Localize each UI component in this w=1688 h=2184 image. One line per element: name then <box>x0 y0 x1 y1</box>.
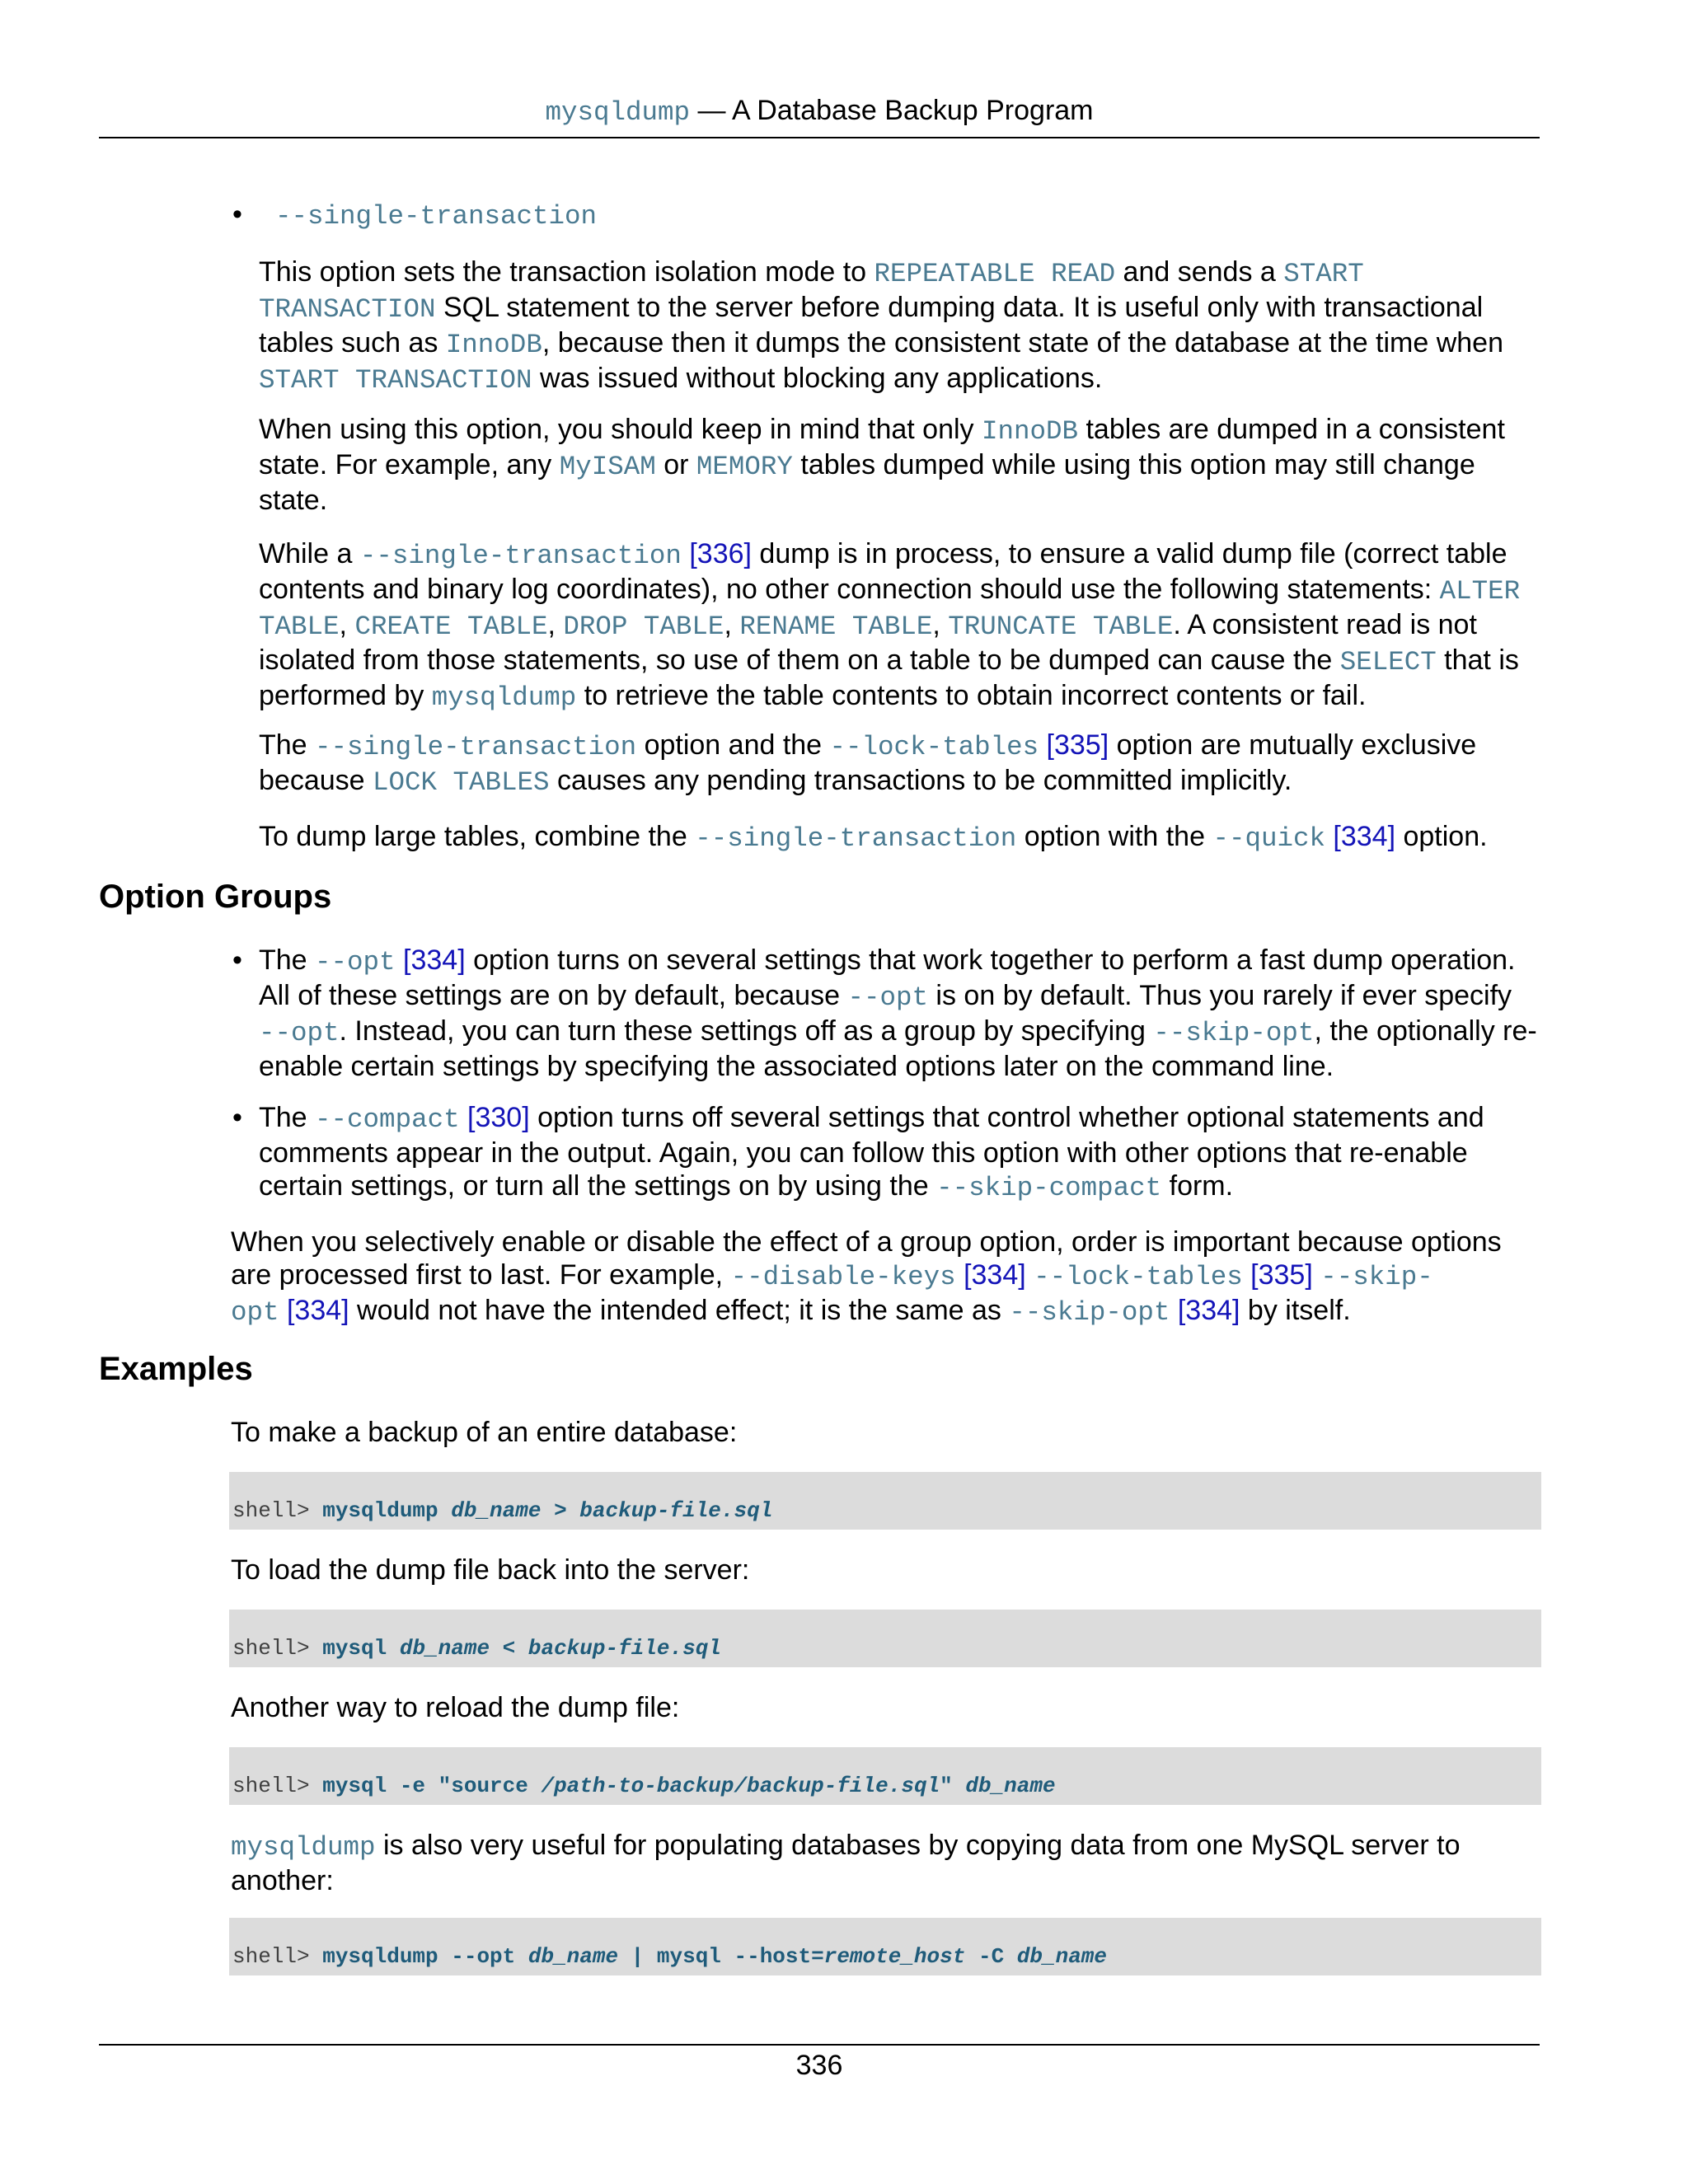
example-intro: To load the dump file back into the server: <box>231 1554 750 1586</box>
xref-link[interactable]: [334] <box>964 1259 1026 1291</box>
xref-link[interactable]: [334] <box>286 1295 349 1326</box>
group-order-paragraph: When you selectively enable or disable the effect of a group option, order is important because options are processed first to last. For example, --disable-keys [334] --lock-tables [335] --skip- opt [334] would not have the intended effect; it is the same as --skip-opt [334] by itself. <box>231 1226 1502 1328</box>
xref-link[interactable]: [334] <box>403 944 466 976</box>
code-line[interactable]: shell> mysqldump --opt db_name | mysql --host=remote_host -C db_name <box>232 1944 1107 1969</box>
option-name: --single-transaction <box>275 201 598 232</box>
xref-link[interactable]: [336] <box>689 538 752 569</box>
header-title: — A Database Backup Program <box>690 95 1094 126</box>
code-line[interactable]: shell> mysql db_name < backup-file.sql <box>232 1636 721 1661</box>
xref-link[interactable]: [334] <box>1333 821 1396 852</box>
option-paragraph-1: This option sets the transaction isolation mode to REPEATABLE READ and sends a START TRANSACTION SQL statement to the server before dumping data. It is useful only with transactional tables such as InnoDB, because then it dumps the consistent state of the database at the time when START TRANSACTION was issued without blocking any applications. <box>259 256 1504 396</box>
footer-rule <box>99 2044 1540 2046</box>
option-paragraph-3: While a --single-transaction [336] dump is in process, to ensure a valid dump file (correct table contents and binary log coordinates), no other connection should use the following statements: ALTER TABLE, CREATE TABLE, DROP TABLE, RENAME TABLE, TRUNCATE TABLE. A consistent read is not isolated from those statements, so use of them on a table to be dumped can cause the SELECT that is performed by mysqldump to retrieve the table contents to obtain incorrect contents or fail. <box>259 538 1521 713</box>
xref-link[interactable]: [330] <box>467 1102 530 1133</box>
xref-link[interactable]: [334] <box>1177 1295 1240 1326</box>
page-number: 336 <box>795 2050 843 2081</box>
xref-link[interactable]: [335] <box>1046 729 1109 761</box>
code-line[interactable]: shell> mysqldump db_name > backup-file.sql <box>232 1498 773 1523</box>
running-header <box>99 92 1540 131</box>
option-paragraph-4: The --single-transaction option and the --lock-tables [335] option are mutually exclusive because LOCK TABLES causes any pending transactions to be committed implicitly. <box>259 729 1477 798</box>
list-item-compact: The --compact [330] option turns off several settings that control whether optional statements and comments appear in the output. Again, you can follow this option with other options that re-enable certain settings, or turn all the settings on by using the --skip-compact form. <box>259 1102 1484 1203</box>
section-heading-option-groups: Option Groups <box>99 879 332 915</box>
xref-link[interactable]: [335] <box>1250 1259 1313 1291</box>
option-paragraph-5: To dump large tables, combine the --single-transaction option with the --quick [334] option. <box>259 821 1488 854</box>
list-item-opt: The --opt [334] option turns on several settings that work together to perform a fast dump operation. All of these settings are on by default, because --opt is on by default. Thus you rarely if ever specify --opt. Instead, you can turn these settings off as a group by specifying --skip-opt, the optionally re- enable certain settings by specifying the associated options later on the command line. <box>259 944 1537 1082</box>
list-bullet: • <box>232 944 242 976</box>
option-bullet: • <box>232 199 242 230</box>
header-rule <box>99 137 1540 138</box>
list-bullet: • <box>232 1102 242 1133</box>
example-intro: mysqldump is also very useful for populating databases by copying data from one MySQL server to another: <box>231 1830 1461 1896</box>
example-intro: Another way to reload the dump file: <box>231 1692 680 1723</box>
code-line[interactable]: shell> mysql -e "source /path-to-backup/backup-file.sql" db_name <box>232 1774 1056 1798</box>
example-intro: To make a backup of an entire database: <box>231 1417 738 1448</box>
header-code: mysqldump <box>545 97 691 128</box>
option-paragraph-2: When using this option, you should keep in mind that only InnoDB tables are dumped in a consistent state. For example, any MyISAM or MEMORY tables dumped while using this option may still change state. <box>259 414 1505 516</box>
section-heading-examples: Examples <box>99 1351 253 1387</box>
